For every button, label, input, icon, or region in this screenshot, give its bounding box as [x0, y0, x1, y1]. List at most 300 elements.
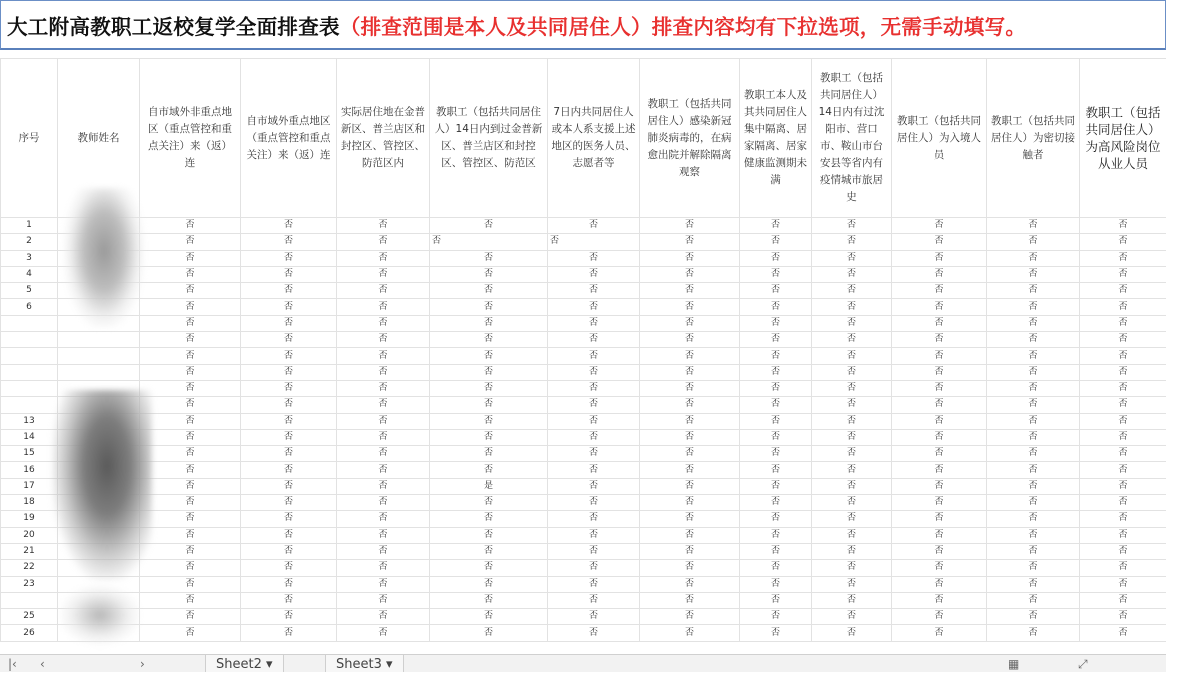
answer-cell[interactable]: 否: [430, 283, 548, 299]
answer-cell[interactable]: 否: [640, 364, 740, 380]
answer-cell[interactable]: 否: [740, 462, 812, 478]
spreadsheet-grid[interactable]: [0, 58, 1166, 654]
answer-cell[interactable]: 否: [548, 397, 640, 413]
answer-cell[interactable]: 否: [548, 543, 640, 559]
answer-cell[interactable]: 否: [1080, 283, 1167, 299]
teacher-name-cell[interactable]: [58, 348, 140, 364]
row-number-cell[interactable]: 22: [1, 560, 58, 576]
row-number-cell[interactable]: 5: [1, 283, 58, 299]
answer-cell[interactable]: 否: [987, 380, 1080, 396]
row-number-cell[interactable]: [1, 380, 58, 396]
answer-cell[interactable]: 否: [987, 315, 1080, 331]
row-number-cell[interactable]: [1, 348, 58, 364]
answer-cell[interactable]: 是: [430, 478, 548, 494]
answer-cell[interactable]: 否: [892, 250, 987, 266]
answer-cell[interactable]: 否: [892, 478, 987, 494]
answer-cell[interactable]: 否: [241, 446, 337, 462]
row-number-cell[interactable]: [1, 332, 58, 348]
answer-cell[interactable]: 否: [812, 397, 892, 413]
sheet-tab[interactable]: Sheet3 ▾: [325, 655, 404, 672]
answer-cell[interactable]: 否: [548, 511, 640, 527]
answer-cell[interactable]: 否: [812, 299, 892, 315]
answer-cell[interactable]: 否: [241, 609, 337, 625]
answer-cell[interactable]: 否: [140, 576, 241, 592]
answer-cell[interactable]: 否: [1080, 609, 1167, 625]
answer-cell[interactable]: 否: [337, 234, 430, 250]
answer-cell[interactable]: 否: [640, 511, 740, 527]
answer-cell[interactable]: 否: [640, 413, 740, 429]
column-header[interactable]: 教职工（包括共同居住人）14日内到过金普新区、普兰店区和封控区、管控区、防范区: [430, 59, 548, 218]
answer-cell[interactable]: 否: [812, 315, 892, 331]
answer-cell[interactable]: 否: [548, 218, 640, 234]
answer-cell[interactable]: 否: [430, 364, 548, 380]
answer-cell[interactable]: 否: [740, 234, 812, 250]
answer-cell[interactable]: 否: [241, 380, 337, 396]
answer-cell[interactable]: 否: [892, 527, 987, 543]
answer-cell[interactable]: 否: [987, 625, 1080, 641]
answer-cell[interactable]: 否: [140, 250, 241, 266]
row-number-cell[interactable]: 13: [1, 413, 58, 429]
answer-cell[interactable]: 否: [241, 234, 337, 250]
answer-cell[interactable]: 否: [241, 364, 337, 380]
answer-cell[interactable]: 否: [892, 543, 987, 559]
column-header[interactable]: 教职工（包括共同居住人）感染新冠肺炎病毒的，在病愈出院并解除隔离观察: [640, 59, 740, 218]
answer-cell[interactable]: 否: [740, 543, 812, 559]
row-number-cell[interactable]: 1: [1, 218, 58, 234]
answer-cell[interactable]: 否: [1080, 511, 1167, 527]
answer-cell[interactable]: 否: [740, 495, 812, 511]
answer-cell[interactable]: 否: [241, 250, 337, 266]
answer-cell[interactable]: 否: [987, 266, 1080, 282]
answer-cell[interactable]: 否: [1080, 332, 1167, 348]
answer-cell[interactable]: 否: [987, 495, 1080, 511]
answer-cell[interactable]: 否: [892, 348, 987, 364]
row-number-cell[interactable]: [1, 592, 58, 608]
answer-cell[interactable]: 否: [241, 218, 337, 234]
answer-cell[interactable]: 否: [640, 609, 740, 625]
column-header[interactable]: 教职工（包括共同居住人）为入境人员: [892, 59, 987, 218]
answer-cell[interactable]: 否: [337, 560, 430, 576]
answer-cell[interactable]: 否: [740, 250, 812, 266]
answer-cell[interactable]: 否: [740, 446, 812, 462]
row-number-cell[interactable]: 18: [1, 495, 58, 511]
answer-cell[interactable]: 否: [892, 609, 987, 625]
answer-cell[interactable]: 否: [337, 266, 430, 282]
answer-cell[interactable]: 否: [548, 234, 640, 250]
answer-cell[interactable]: 否: [140, 380, 241, 396]
column-header[interactable]: 教职工（包括共同居住人）为高风险岗位从业人员: [1080, 59, 1167, 218]
answer-cell[interactable]: 否: [548, 266, 640, 282]
answer-cell[interactable]: 否: [140, 299, 241, 315]
answer-cell[interactable]: 否: [987, 332, 1080, 348]
answer-cell[interactable]: 否: [1080, 299, 1167, 315]
answer-cell[interactable]: 否: [140, 625, 241, 641]
answer-cell[interactable]: 否: [740, 397, 812, 413]
answer-cell[interactable]: 否: [812, 511, 892, 527]
answer-cell[interactable]: 否: [430, 495, 548, 511]
answer-cell[interactable]: 否: [640, 348, 740, 364]
row-number-cell[interactable]: 20: [1, 527, 58, 543]
answer-cell[interactable]: 否: [1080, 576, 1167, 592]
answer-cell[interactable]: 否: [812, 413, 892, 429]
answer-cell[interactable]: 否: [640, 283, 740, 299]
answer-cell[interactable]: 否: [892, 315, 987, 331]
answer-cell[interactable]: 否: [430, 446, 548, 462]
row-number-cell[interactable]: 16: [1, 462, 58, 478]
column-header[interactable]: 教职工本人及其共同居住人集中隔离、居家隔离、居家健康监测期未满: [740, 59, 812, 218]
answer-cell[interactable]: 否: [892, 576, 987, 592]
answer-cell[interactable]: 否: [640, 250, 740, 266]
answer-cell[interactable]: 否: [140, 446, 241, 462]
answer-cell[interactable]: 否: [987, 543, 1080, 559]
answer-cell[interactable]: 否: [892, 266, 987, 282]
answer-cell[interactable]: 否: [337, 380, 430, 396]
answer-cell[interactable]: 否: [892, 234, 987, 250]
answer-cell[interactable]: 否: [987, 478, 1080, 494]
answer-cell[interactable]: 否: [740, 364, 812, 380]
answer-cell[interactable]: 否: [548, 576, 640, 592]
answer-cell[interactable]: 否: [892, 511, 987, 527]
answer-cell[interactable]: 否: [548, 380, 640, 396]
prev-sheet-icon[interactable]: ‹: [40, 657, 45, 671]
answer-cell[interactable]: 否: [892, 413, 987, 429]
answer-cell[interactable]: 否: [337, 364, 430, 380]
answer-cell[interactable]: 否: [812, 495, 892, 511]
answer-cell[interactable]: 否: [140, 332, 241, 348]
answer-cell[interactable]: 否: [430, 348, 548, 364]
answer-cell[interactable]: 否: [548, 625, 640, 641]
answer-cell[interactable]: 否: [140, 234, 241, 250]
answer-cell[interactable]: 否: [640, 560, 740, 576]
answer-cell[interactable]: 否: [812, 527, 892, 543]
next-sheet-icon[interactable]: ›: [140, 657, 145, 671]
answer-cell[interactable]: 否: [987, 299, 1080, 315]
column-header[interactable]: 教职工（包括共同居住人）14日内有过沈阳市、营口市、鞍山市台安县等省内有疫情城市旅居史: [812, 59, 892, 218]
answer-cell[interactable]: 否: [140, 348, 241, 364]
answer-cell[interactable]: 否: [430, 560, 548, 576]
answer-cell[interactable]: 否: [892, 625, 987, 641]
answer-cell[interactable]: 否: [987, 429, 1080, 445]
answer-cell[interactable]: 否: [548, 446, 640, 462]
answer-cell[interactable]: 否: [337, 478, 430, 494]
answer-cell[interactable]: 否: [430, 299, 548, 315]
answer-cell[interactable]: 否: [640, 576, 740, 592]
answer-cell[interactable]: 否: [337, 299, 430, 315]
answer-cell[interactable]: 否: [548, 478, 640, 494]
answer-cell[interactable]: 否: [740, 348, 812, 364]
answer-cell[interactable]: 否: [1080, 364, 1167, 380]
row-number-cell[interactable]: 2: [1, 234, 58, 250]
answer-cell[interactable]: 否: [987, 397, 1080, 413]
answer-cell[interactable]: 否: [548, 250, 640, 266]
answer-cell[interactable]: 否: [430, 218, 548, 234]
answer-cell[interactable]: 否: [337, 625, 430, 641]
answer-cell[interactable]: 否: [812, 543, 892, 559]
answer-cell[interactable]: 否: [430, 462, 548, 478]
answer-cell[interactable]: 否: [430, 413, 548, 429]
row-number-cell[interactable]: 3: [1, 250, 58, 266]
answer-cell[interactable]: 否: [430, 576, 548, 592]
column-header[interactable]: 教职工（包括共同居住人）为密切接触者: [987, 59, 1080, 218]
answer-cell[interactable]: 否: [241, 560, 337, 576]
column-header[interactable]: 序号: [1, 59, 58, 218]
answer-cell[interactable]: 否: [892, 397, 987, 413]
answer-cell[interactable]: 否: [430, 234, 548, 250]
answer-cell[interactable]: 否: [740, 299, 812, 315]
row-number-cell[interactable]: 6: [1, 299, 58, 315]
answer-cell[interactable]: 否: [812, 446, 892, 462]
answer-cell[interactable]: 否: [1080, 234, 1167, 250]
answer-cell[interactable]: 否: [548, 283, 640, 299]
answer-cell[interactable]: 否: [740, 218, 812, 234]
answer-cell[interactable]: 否: [140, 478, 241, 494]
answer-cell[interactable]: 否: [812, 625, 892, 641]
answer-cell[interactable]: 否: [1080, 266, 1167, 282]
answer-cell[interactable]: 否: [640, 478, 740, 494]
answer-cell[interactable]: 否: [548, 560, 640, 576]
answer-cell[interactable]: 否: [140, 266, 241, 282]
answer-cell[interactable]: 否: [1080, 495, 1167, 511]
answer-cell[interactable]: 否: [241, 511, 337, 527]
row-number-cell[interactable]: 26: [1, 625, 58, 641]
answer-cell[interactable]: 否: [812, 576, 892, 592]
answer-cell[interactable]: 否: [337, 543, 430, 559]
answer-cell[interactable]: 否: [337, 592, 430, 608]
row-number-cell[interactable]: 21: [1, 543, 58, 559]
answer-cell[interactable]: 否: [1080, 429, 1167, 445]
answer-cell[interactable]: 否: [987, 283, 1080, 299]
answer-cell[interactable]: 否: [337, 576, 430, 592]
answer-cell[interactable]: 否: [892, 299, 987, 315]
answer-cell[interactable]: 否: [640, 315, 740, 331]
answer-cell[interactable]: 否: [812, 478, 892, 494]
answer-cell[interactable]: 否: [140, 592, 241, 608]
answer-cell[interactable]: 否: [812, 364, 892, 380]
answer-cell[interactable]: 否: [548, 332, 640, 348]
answer-cell[interactable]: 否: [892, 462, 987, 478]
answer-cell[interactable]: 否: [740, 413, 812, 429]
answer-cell[interactable]: 否: [337, 397, 430, 413]
answer-cell[interactable]: 否: [241, 576, 337, 592]
answer-cell[interactable]: 否: [740, 283, 812, 299]
answer-cell[interactable]: 否: [430, 332, 548, 348]
answer-cell[interactable]: 否: [241, 429, 337, 445]
answer-cell[interactable]: 否: [740, 576, 812, 592]
answer-cell[interactable]: 否: [892, 218, 987, 234]
answer-cell[interactable]: 否: [430, 315, 548, 331]
answer-cell[interactable]: 否: [548, 429, 640, 445]
column-header[interactable]: 自市域外非重点地区（重点管控和重点关注）来（返）连: [140, 59, 241, 218]
answer-cell[interactable]: 否: [430, 397, 548, 413]
answer-cell[interactable]: 否: [430, 511, 548, 527]
answer-cell[interactable]: 否: [1080, 218, 1167, 234]
answer-cell[interactable]: 否: [430, 592, 548, 608]
answer-cell[interactable]: 否: [640, 592, 740, 608]
answer-cell[interactable]: 否: [140, 283, 241, 299]
answer-cell[interactable]: 否: [430, 543, 548, 559]
answer-cell[interactable]: 否: [987, 609, 1080, 625]
answer-cell[interactable]: 否: [430, 527, 548, 543]
answer-cell[interactable]: 否: [987, 446, 1080, 462]
row-number-cell[interactable]: 15: [1, 446, 58, 462]
answer-cell[interactable]: 否: [140, 462, 241, 478]
answer-cell[interactable]: 否: [812, 266, 892, 282]
answer-cell[interactable]: 否: [337, 495, 430, 511]
row-number-cell[interactable]: 17: [1, 478, 58, 494]
answer-cell[interactable]: 否: [740, 315, 812, 331]
answer-cell[interactable]: 否: [548, 315, 640, 331]
answer-cell[interactable]: 否: [640, 543, 740, 559]
answer-cell[interactable]: 否: [1080, 413, 1167, 429]
answer-cell[interactable]: 否: [430, 266, 548, 282]
answer-cell[interactable]: 否: [337, 609, 430, 625]
answer-cell[interactable]: 否: [1080, 527, 1167, 543]
answer-cell[interactable]: 否: [812, 218, 892, 234]
answer-cell[interactable]: 否: [892, 380, 987, 396]
answer-cell[interactable]: 否: [640, 446, 740, 462]
answer-cell[interactable]: 否: [548, 495, 640, 511]
answer-cell[interactable]: 否: [241, 527, 337, 543]
answer-cell[interactable]: 否: [548, 527, 640, 543]
answer-cell[interactable]: 否: [640, 234, 740, 250]
answer-cell[interactable]: 否: [987, 560, 1080, 576]
answer-cell[interactable]: 否: [337, 218, 430, 234]
answer-cell[interactable]: 否: [987, 234, 1080, 250]
answer-cell[interactable]: 否: [241, 332, 337, 348]
answer-cell[interactable]: 否: [140, 315, 241, 331]
answer-cell[interactable]: 否: [140, 364, 241, 380]
answer-cell[interactable]: 否: [812, 234, 892, 250]
row-number-cell[interactable]: 25: [1, 609, 58, 625]
answer-cell[interactable]: 否: [892, 446, 987, 462]
answer-cell[interactable]: 否: [241, 478, 337, 494]
answer-cell[interactable]: 否: [640, 495, 740, 511]
column-header[interactable]: 7日内共同居住人或本人系支援上述地区的医务人员、志愿者等: [548, 59, 640, 218]
answer-cell[interactable]: 否: [892, 429, 987, 445]
answer-cell[interactable]: 否: [892, 332, 987, 348]
answer-cell[interactable]: 否: [987, 250, 1080, 266]
answer-cell[interactable]: 否: [337, 446, 430, 462]
answer-cell[interactable]: 否: [1080, 625, 1167, 641]
answer-cell[interactable]: 否: [1080, 560, 1167, 576]
answer-cell[interactable]: 否: [241, 495, 337, 511]
answer-cell[interactable]: 否: [337, 348, 430, 364]
answer-cell[interactable]: 否: [140, 560, 241, 576]
answer-cell[interactable]: 否: [987, 462, 1080, 478]
answer-cell[interactable]: 否: [1080, 250, 1167, 266]
answer-cell[interactable]: 否: [640, 397, 740, 413]
answer-cell[interactable]: 否: [241, 592, 337, 608]
teacher-name-cell[interactable]: [58, 332, 140, 348]
answer-cell[interactable]: 否: [548, 462, 640, 478]
answer-cell[interactable]: 否: [140, 413, 241, 429]
answer-cell[interactable]: 否: [430, 625, 548, 641]
answer-cell[interactable]: 否: [812, 250, 892, 266]
row-number-cell[interactable]: 4: [1, 266, 58, 282]
answer-cell[interactable]: 否: [337, 511, 430, 527]
answer-cell[interactable]: 否: [140, 609, 241, 625]
answer-cell[interactable]: 否: [812, 380, 892, 396]
answer-cell[interactable]: 否: [140, 543, 241, 559]
answer-cell[interactable]: 否: [892, 560, 987, 576]
answer-cell[interactable]: 否: [640, 299, 740, 315]
answer-cell[interactable]: 否: [740, 609, 812, 625]
answer-cell[interactable]: 否: [337, 462, 430, 478]
row-number-cell[interactable]: 23: [1, 576, 58, 592]
answer-cell[interactable]: 否: [1080, 462, 1167, 478]
row-number-cell[interactable]: [1, 315, 58, 331]
answer-cell[interactable]: 否: [1080, 478, 1167, 494]
answer-cell[interactable]: 否: [640, 332, 740, 348]
answer-cell[interactable]: 否: [640, 527, 740, 543]
answer-cell[interactable]: 否: [892, 495, 987, 511]
answer-cell[interactable]: 否: [812, 462, 892, 478]
answer-cell[interactable]: 否: [140, 397, 241, 413]
answer-cell[interactable]: 否: [241, 348, 337, 364]
answer-cell[interactable]: 否: [1080, 397, 1167, 413]
answer-cell[interactable]: 否: [812, 592, 892, 608]
answer-cell[interactable]: 否: [548, 299, 640, 315]
answer-cell[interactable]: 否: [1080, 592, 1167, 608]
answer-cell[interactable]: 否: [337, 283, 430, 299]
answer-cell[interactable]: 否: [241, 413, 337, 429]
answer-cell[interactable]: 否: [640, 218, 740, 234]
answer-cell[interactable]: 否: [740, 266, 812, 282]
answer-cell[interactable]: 否: [337, 527, 430, 543]
answer-cell[interactable]: 否: [241, 397, 337, 413]
answer-cell[interactable]: 否: [430, 250, 548, 266]
answer-cell[interactable]: 否: [140, 527, 241, 543]
answer-cell[interactable]: 否: [548, 609, 640, 625]
row-number-cell[interactable]: 19: [1, 511, 58, 527]
row-number-cell[interactable]: [1, 397, 58, 413]
answer-cell[interactable]: 否: [740, 429, 812, 445]
answer-cell[interactable]: 否: [812, 429, 892, 445]
answer-cell[interactable]: 否: [987, 511, 1080, 527]
answer-cell[interactable]: 否: [892, 364, 987, 380]
answer-cell[interactable]: 否: [740, 527, 812, 543]
answer-cell[interactable]: 否: [337, 332, 430, 348]
column-header[interactable]: 实际居住地在金普新区、普兰店区和封控区、管控区、防范区内: [337, 59, 430, 218]
answer-cell[interactable]: 否: [987, 527, 1080, 543]
answer-cell[interactable]: 否: [1080, 380, 1167, 396]
answer-cell[interactable]: 否: [140, 429, 241, 445]
answer-cell[interactable]: 否: [548, 364, 640, 380]
fullscreen-icon[interactable]: ⤢: [1078, 657, 1088, 671]
answer-cell[interactable]: 否: [740, 560, 812, 576]
answer-cell[interactable]: 否: [140, 495, 241, 511]
answer-cell[interactable]: 否: [241, 299, 337, 315]
answer-cell[interactable]: 否: [1080, 315, 1167, 331]
answer-cell[interactable]: 否: [987, 218, 1080, 234]
answer-cell[interactable]: 否: [892, 283, 987, 299]
answer-cell[interactable]: 否: [740, 478, 812, 494]
answer-cell[interactable]: 否: [548, 413, 640, 429]
answer-cell[interactable]: 否: [337, 250, 430, 266]
answer-cell[interactable]: 否: [640, 462, 740, 478]
answer-cell[interactable]: 否: [241, 462, 337, 478]
answer-cell[interactable]: 否: [1080, 543, 1167, 559]
row-number-cell[interactable]: [1, 364, 58, 380]
answer-cell[interactable]: 否: [987, 364, 1080, 380]
answer-cell[interactable]: 否: [241, 266, 337, 282]
answer-cell[interactable]: 否: [337, 429, 430, 445]
first-sheet-icon[interactable]: |‹: [8, 657, 17, 671]
answer-cell[interactable]: 否: [140, 511, 241, 527]
answer-cell[interactable]: 否: [740, 625, 812, 641]
answer-cell[interactable]: 否: [241, 543, 337, 559]
answer-cell[interactable]: 否: [812, 348, 892, 364]
